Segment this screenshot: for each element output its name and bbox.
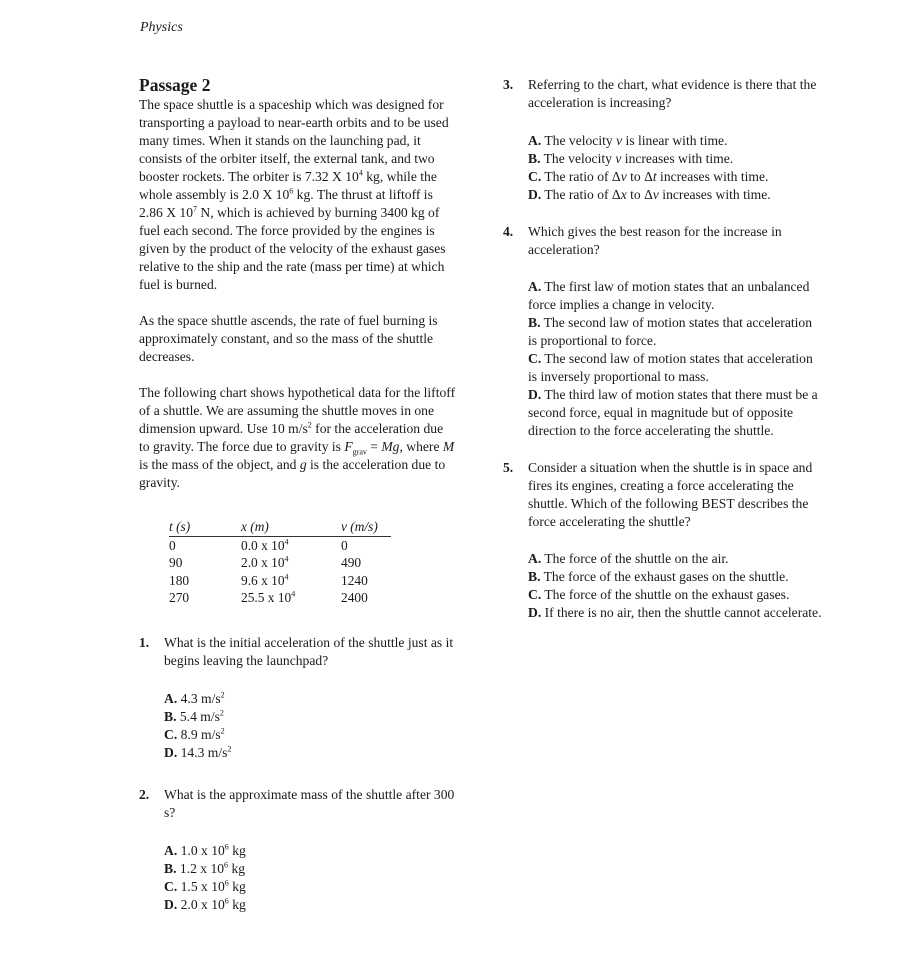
question-2-options <box>164 842 457 914</box>
answer-option[interactable]: D. 2.0 x $10^6$ kg <box>164 895 246 912</box>
question-text: Consider a situation when the shuttle is in space and fires its engines, creating a force accelerating the shuttle. Which of the following BEST describes the force accelerating the shuttle? <box>528 460 813 529</box>
answer-option[interactable]: A. The first law of motion states that an unbalanced force implies a change in velocity. <box>528 279 810 312</box>
question-1-options <box>164 690 457 762</box>
table-row: 180 9.6 x $10^4$ 1240 <box>169 572 368 588</box>
question-number: 1. <box>139 634 150 650</box>
answer-option[interactable]: C. 8.9 $m/s^2$ <box>164 725 225 742</box>
question-text: What is the initial acceleration of the shuttle just as it begins leaving the launchpad? <box>164 634 454 668</box>
passage-paragraph-3: The following chart shows hypothetical data for the liftoff of a shuttle. We are assuming the shuttle moves in one dimension upward. Use 10 $m/s^2$ for the acceleration due to gravity. The force due to gravity is $F_{grav} = Mg$, where M is the mass of the object, and g is the acceleration due to gravity. <box>139 385 456 490</box>
answer-option[interactable]: D. The third law of motion states that there must be a second force, equal in magnitude but of opposite direction to the force accelerating the shuttle. <box>528 387 818 438</box>
answer-option[interactable]: D. If there is no air, then the shuttle cannot accelerate. <box>528 605 822 620</box>
answer-option[interactable]: B. The velocity v increases with time. <box>528 151 734 166</box>
question-3-options <box>528 132 823 204</box>
question-text: Which gives the best reason for the increase in acceleration? <box>528 224 782 257</box>
question-text: Referring to the chart, what evidence is there that the acceleration is increasing? <box>528 77 817 110</box>
left-column <box>139 74 457 914</box>
table-header-x: x (m) <box>241 518 341 536</box>
question-5-options <box>528 550 823 622</box>
question-text: What is the approximate mass of the shuttle after 300 s? <box>164 786 455 820</box>
answer-option[interactable]: A. 4.3 $m/s^2$ <box>164 689 225 706</box>
table-header-v: v (m/s) <box>341 518 391 536</box>
question-4 <box>503 223 823 259</box>
answer-option[interactable]: C. 1.5 x $10^6$ kg <box>164 877 246 894</box>
answer-option[interactable]: C. The force of the shuttle on the exhaust gases. <box>528 587 790 602</box>
answer-option[interactable]: C. The second law of motion states that acceleration is inversely proportional to mass. <box>528 351 813 384</box>
question-3 <box>503 76 823 112</box>
question-2 <box>139 786 457 822</box>
table-row: 90 2.0 x $10^4$ 490 <box>169 554 362 570</box>
answer-option[interactable]: B. The force of the exhaust gases on the shuttle. <box>528 569 789 584</box>
answer-option[interactable]: D. 14.3 $m/s^2$ <box>164 743 232 760</box>
answer-option[interactable]: A. The velocity v is linear with time. <box>528 133 728 148</box>
data-table <box>169 518 391 607</box>
answer-option[interactable]: A. 1.0 x $10^6$ kg <box>164 841 246 858</box>
question-number: 4. <box>503 224 514 239</box>
question-4-options <box>528 278 823 440</box>
table-row: 0 0.0 x $10^4$ 0 <box>169 537 348 553</box>
table-header-t: t (s) <box>169 518 241 536</box>
question-5 <box>503 459 823 531</box>
passage-heading: Passage 2 <box>139 75 211 95</box>
right-column <box>503 74 823 622</box>
question-number: 5. <box>503 460 514 475</box>
answer-option[interactable]: A. The force of the shuttle on the air. <box>528 551 729 566</box>
passage-paragraph-1: The space shuttle is a spaceship which was designed for transporting a payload to near-earth orbits and to be used many times. When it stands on the launching pad, it consists of the orbiter itself, the external tank, and two booster rockets. The orbiter is 7.32 X $10^4$ kg, while the whole assembly is 2.0 X $10^6$ kg. The thrust at liftoff is 2.86 X $10^7$ N, which is achieved by burning 3400 kg of fuel each second. The force provided by the engines is given by the product of the velocity of the exhaust gases relative to the ship and the rate (mass per time) at which fuel is burned. <box>139 97 449 292</box>
answer-option[interactable]: D. The ratio of Δx to Δv increases with time. <box>528 187 771 202</box>
table-header-row <box>169 518 391 536</box>
question-number: 3. <box>503 77 514 92</box>
question-number: 2. <box>139 786 150 802</box>
passage-paragraph-2: As the space shuttle ascends, the rate of fuel burning is approximately constant, and so the mass of the shuttle decreases. <box>139 313 438 364</box>
page-header: Physics <box>140 20 183 35</box>
table-row: 270 25.5 x $10^4$ 2400 <box>169 589 368 605</box>
answer-option[interactable]: C. The ratio of Δv to Δt increases with time. <box>528 169 769 184</box>
answer-option[interactable]: B. 1.2 x $10^6$ kg <box>164 859 246 876</box>
question-1 <box>139 634 457 670</box>
answer-option[interactable]: B. The second law of motion states that acceleration is proportional to force. <box>528 315 812 348</box>
answer-option[interactable]: B. 5.4 $m/s^2$ <box>164 707 224 724</box>
